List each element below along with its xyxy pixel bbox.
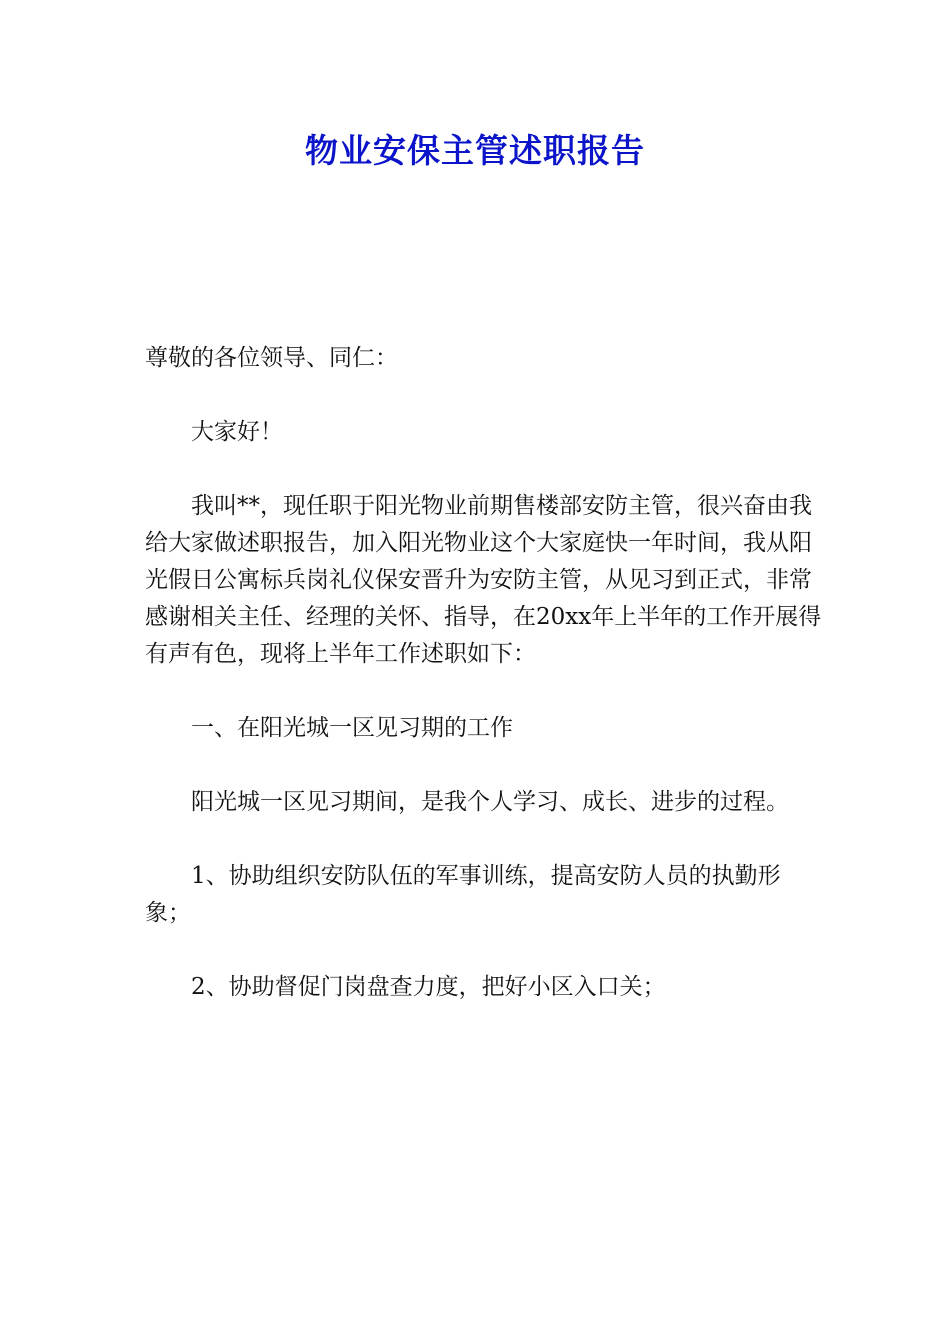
greeting: 大家好！ (191, 419, 283, 445)
salutation: 尊敬的各位领导、同仁： (145, 345, 398, 371)
list-item: 1、协助组织安防队伍的军事训练，提高安防人员的执勤形象； (145, 863, 781, 926)
section-paragraph: 阳光城一区见习期间，是我个人学习、成长、进步的过程。 (191, 789, 789, 815)
document-body (145, 340, 825, 1043)
section-heading: 一、在阳光城一区见习期的工作 (191, 715, 513, 741)
list-item: 2、协助督促门岗盘查力度，把好小区入口关； (191, 974, 666, 1000)
intro-paragraph: 我叫**，现任职于阳光物业前期售楼部安防主管，很兴奋由我给大家做述职报告，加入阳光物业这个大家庭快一年时间，我从阳光假日公寓标兵岗礼仪保安晋升为安防主管，从见习到正式，非常感谢相关主任、经理的关怀、指导，在20xx年上半年的工作开展得有声有色，现将上半年工作述职如下： (145, 493, 822, 667)
document-title: 物业安保主管述职报告 (305, 131, 645, 170)
